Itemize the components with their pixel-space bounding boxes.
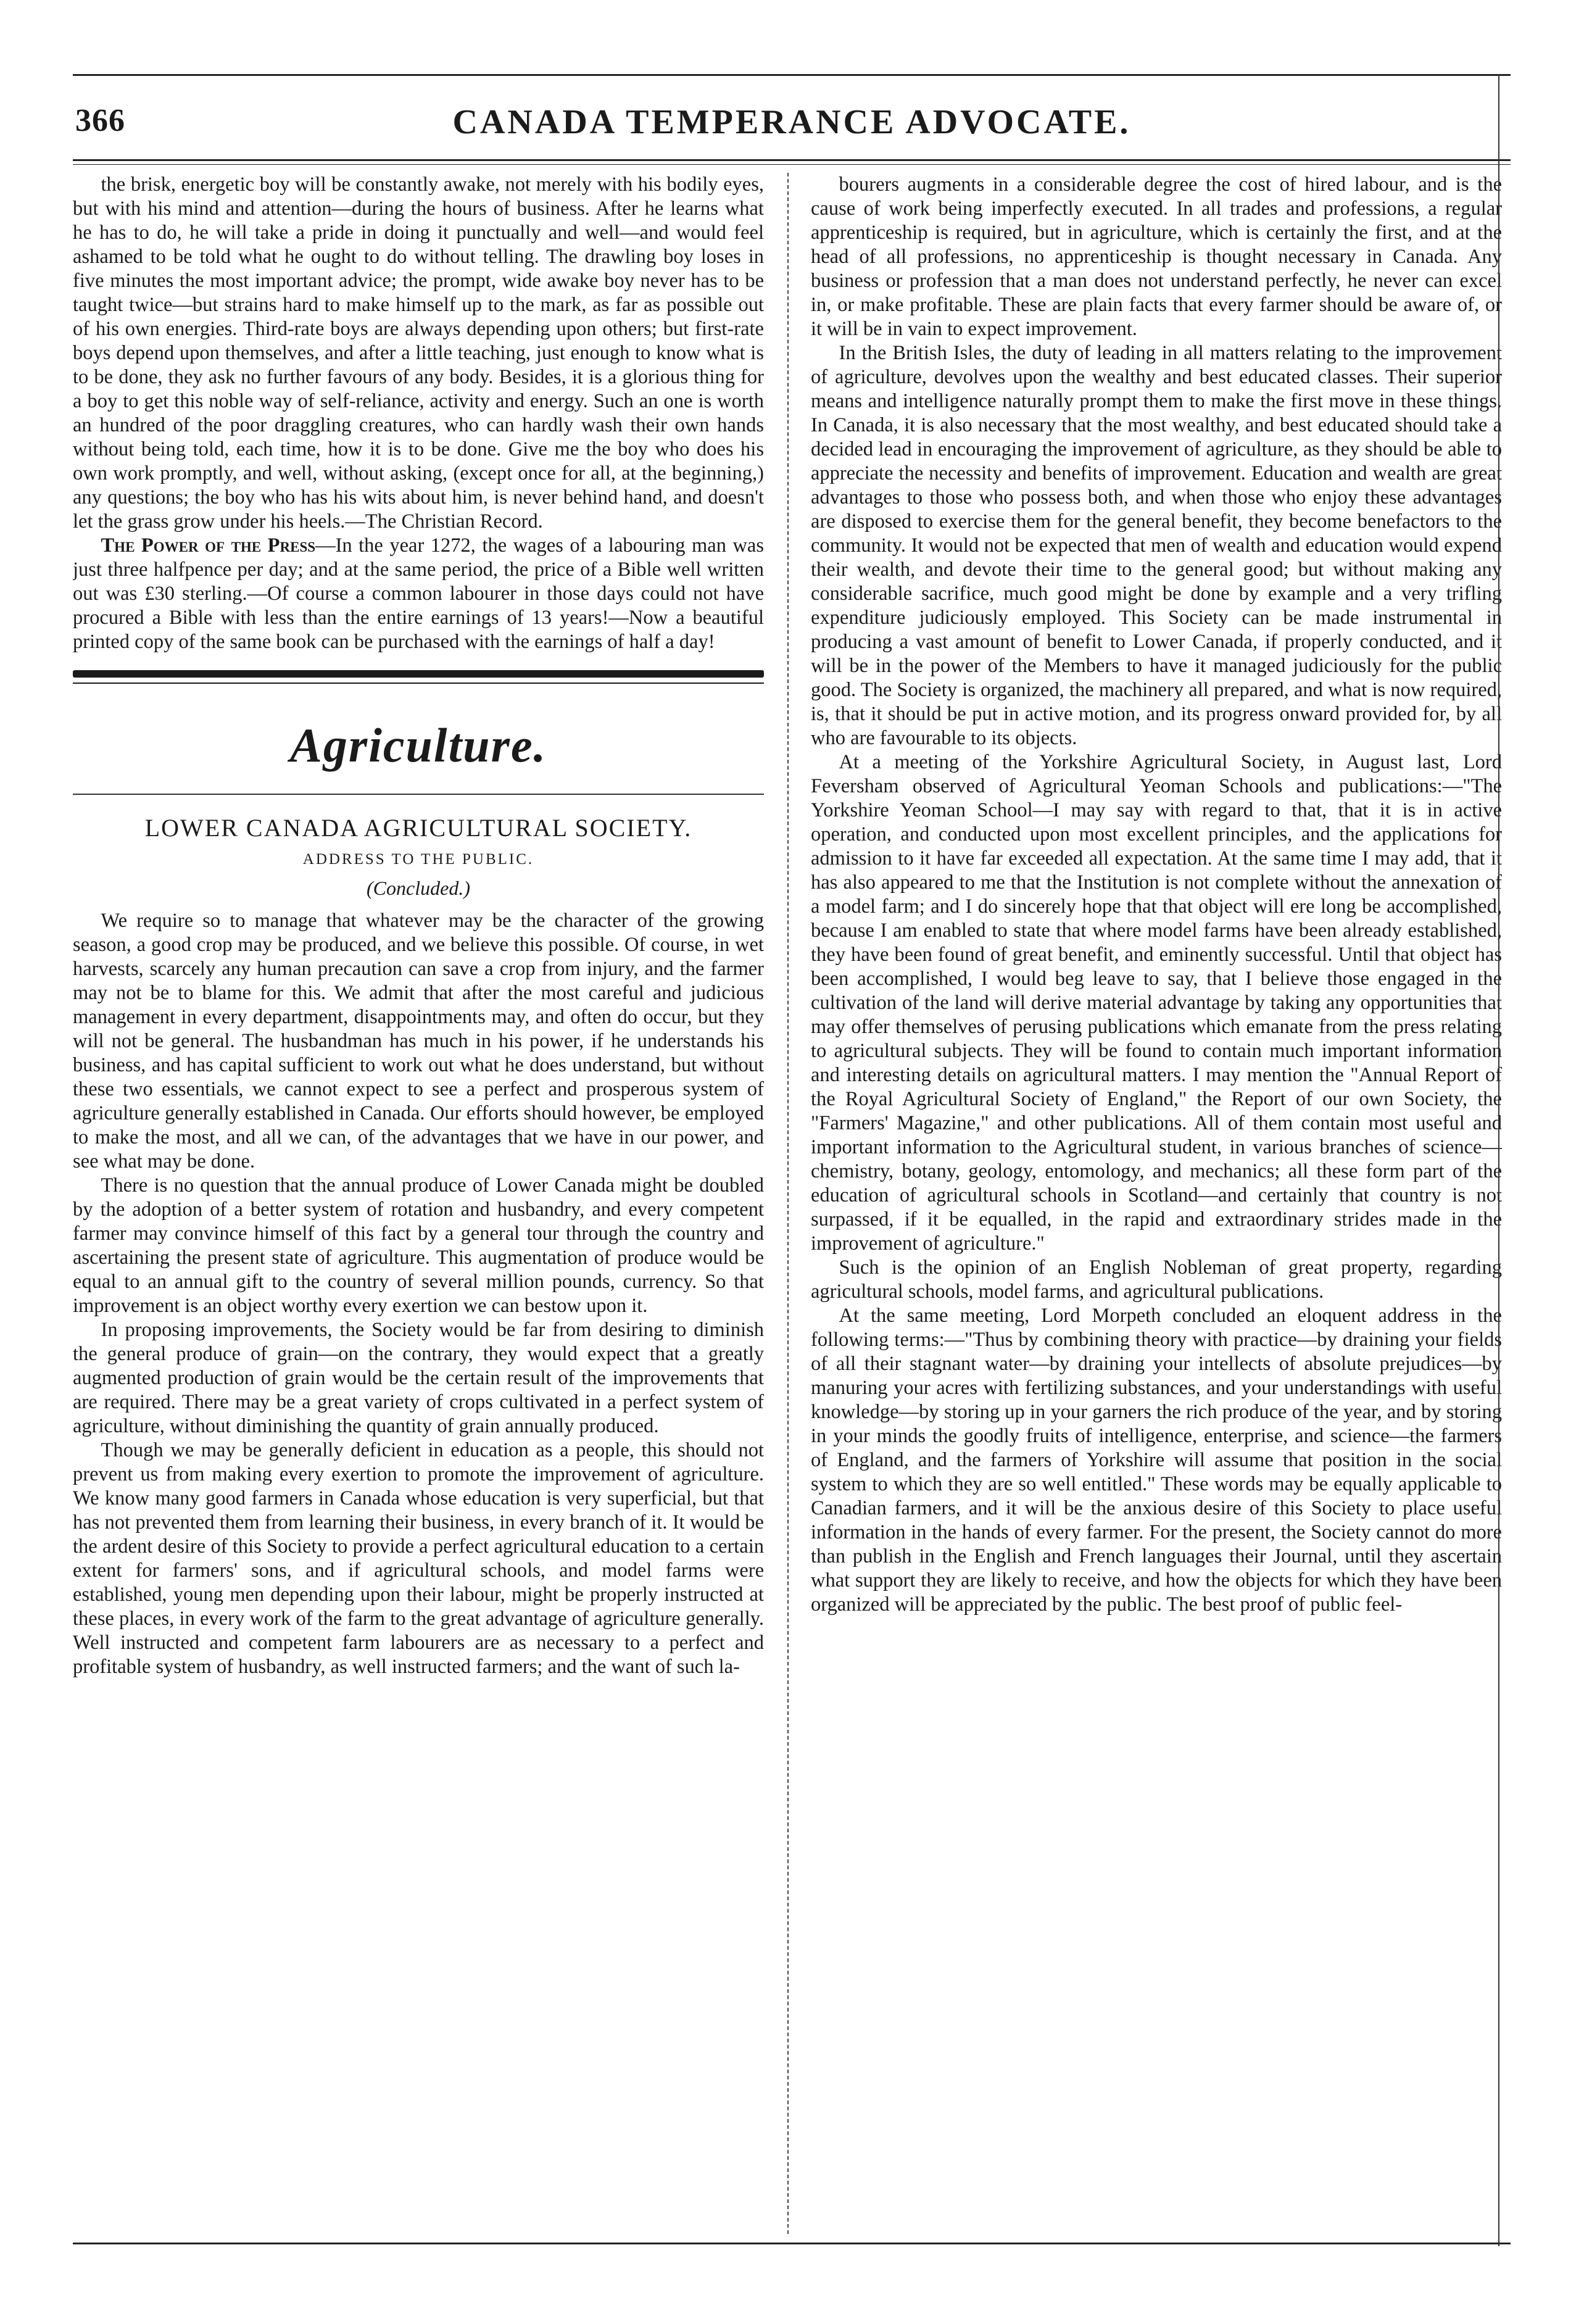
top-border [73, 74, 1511, 76]
running-head [73, 102, 1511, 152]
article-paragraph: In the British Isles, the duty of leading in all matters relating to the improvement of agriculture, devolves upon the wealthy and best educated classes. Their superior means and intelligence naturally prompt them to make the first move in these things. In Canada, it is also necessary that the most wealthy, and best educated should take a decided lead in encouraging the improvement of agriculture, as they should be able to appreciate the necessity and benefits of improvement. Education and wealth are great advantages to those who possess both, and when those who enjoy these advantages are disposed to exercise them for the general benefit, they become benefactors to the community. It would not be expected that men of wealth and education would expend their wealth, and devote their time to the general good; but without making any considerable sacrifice, much good might be done by example and a very trifling expenditure judiciously employed. This Society can be made instrumental in producing a vast amount of benefit to Lower Canada, if properly conducted, and it will be in the power of the Members to have it managed judiciously for the public good. The Society is organized, the machinery all prepared, and what is now required, is, that it should be put in active motion, and its progress onward provided for, by all who are favourable to its objects. [811, 342, 1502, 749]
article-paragraph: bourers augments in a considerable degree the cost of hired labour, and is the cause of work being imperfectly executed. In all trades and professions, a regular apprenticeship is required, but in agriculture, which is certainly the first, and at the head of all professions, no apprenticeship is thought necessary in Canada. Any business or profession that a man does not understand perfectly, he never can excel in, or make profitable. These are plain facts that every farmer should be aware of, or it will be in vain to expect improvement. [811, 173, 1502, 340]
article-paragraph: There is no question that the annual produce of Lower Canada might be doubled by the adoption of a better system of rotation and husbandry, and every competent farmer may convince himself of this fact by a general tour through the country and ascertaining the present state of agriculture. This augmentation of produce would be equal to an annual gift to the country of several million pounds, currency. So that improvement is an object worthy every exertion we can bestow upon it. [73, 1174, 764, 1317]
section-thin-rule [73, 683, 764, 684]
article-paragraph: We require so to manage that whatever may be the character of the growing season, a good crop may be produced, and we believe this possible. Of course, in wet harvests, scarcely any human precaution can save a crop from injury, and the farmer may not be to blame for this. We admit that after the most careful and judicious management in every department, disappointments may, and often do occur, but they will not be general. The husbandman has much in his power, if he understands his business, and has capital sufficient to work out what he does understand, but without these two essentials, we cannot expect to see a perfect and prosperous system of agriculture generally established in Canada. Our efforts should however, be employed to make the most, and all we can, of the advantages that we have in our power, and see what may be done. [73, 910, 764, 1172]
header-rule [73, 159, 1511, 165]
article-paragraph: At the same meeting, Lord Morpeth concluded an eloquent address in the following terms:—"Thus by combining theory with practice—by draining your fields of all their stagnant water—by draining your intellects of absolute prejudices—by manuring your acres with fertilizing substances, and your understandings with useful knowledge—by storing up in your garners the rich produce of the year, and by storing in your minds the goodly fruits of intelligence, enterprise, and science—the farmers of England, and the farmers of Yorkshire will assume that position in the social system to which they are so well entitled." These words may be equally applicable to Canadian farmers, and it will be the anxious desire of this Society to place useful information in the hands of every farmer. For the present, the Society cannot do more than publish in the English and French languages their Journal, until they ascertain what support they are likely to receive, and how the objects for which they have been organized will be appreciated by the public. The best proof of public feel- [811, 1305, 1502, 1616]
article-note: (Concluded.) [367, 877, 470, 899]
bottom-border [73, 2243, 1511, 2244]
article-subtitle: ADDRESS TO THE PUBLIC. [302, 851, 534, 868]
article-paragraph: At a meeting of the Yorkshire Agricultural Society, in August last, Lord Feversham observed of Agricultural Yeoman Schools and publications:—"The Yorkshire Yeoman School—I may say with regard to that, that it is in active operation, and conducted upon most excellent principles, and the applications for admission to it have far exceeded all expectation. At the same time I may add, that it has also appeared to me that the Institution is not complete without the annexation of a model farm; and I do sincerely hope that that object will ere long be accomplished, because I am enabled to state that where model farms have been already established, they have been found of great benefit, and eminently successful. Until that object has been accomplished, I would beg leave to say, that I believe those engaged in the cultivation of the land will derive material advantage by taking any opportunities that may offer themselves of perusing publications which emanate from the press relating to agricultural subjects. They will be found to contain much important information and interesting details on agricultural matters. I may mention the "Annual Report of the Royal Agricultural Society of England," the Report of our own Society, the "Farmers' Magazine," and other publications. All of them contain most useful and important information to the Agricultural student, in various branches of science—chemistry, botany, geology, entomology, and mechanics; all these form part of the education of agricultural schools in Scotland—and certainly that country is not surpassed, if it be equalled, in the rapid and extraordinary strides made in the improvement of agriculture." [811, 751, 1502, 1255]
power-of-press-text: —In the year 1272, the wages of a labouring man was just three halfpence per day; and at the same period, the price of a Bible well written out was £30 sterling.—Of course a common labourer in those days could not have procured a Bible with less than the entire earnings of 13 years!—Now a beautiful printed copy of the same book can be purchased with the earnings of half a day! [73, 534, 764, 653]
right-column [811, 173, 1502, 2234]
article-title: LOWER CANADA AGRICULTURAL SOCIETY. [144, 814, 692, 842]
power-of-press-paragraph [73, 534, 764, 654]
boy-article-paragraph: the brisk, energetic boy will be constantly awake, not merely with his bodily eyes, but with his mind and attention—during the hours of business. After he learns what he has to do, he will take a pride in doing it punctually and well—and would feel ashamed to be told what he ought to do without telling. The drawling boy loses in five minutes the most important advice; the prompt, wide awake boy never has to be taught twice—but strains hard to make himself up to the mark, as far as possible out of his own energies. Third-rate boys are always depending upon others; but first-rate boys depend upon themselves, and after a little teaching, just enough to know what is to be done, they ask no further favours of any body. Besides, it is a glorious thing for a boy to get this noble way of self-reliance, activity and energy. Such an one is worth an hundred of the poor draggling creatures, who can hardly wash their own hands without being told, each time, how it is to be done. Give me the boy who does his own work promptly, and well, without asking, (except once for all, at the beginning,) any questions; the boy who has his wits about him, is never behind hand, and doesn't let the grass grow under his heels.—The Christian Record. [73, 173, 764, 533]
publication-title: CANADA TEMPERANCE ADVOCATE. [452, 103, 1131, 141]
left-column [73, 173, 764, 2234]
article-paragraph: In proposing improvements, the Society would be far from desiring to diminish the general produce of grain—on the contrary, they would expect that a greatly augmented production of grain would be the certain result of the improvements that are required. There may be a great variety of crops cultivated in a perfect system of agriculture, without diminishing the quantity of grain annually produced. [73, 1319, 764, 1437]
article-paragraph: Though we may be generally deficient in education as a people, this should not prevent us from making every exertion to promote the improvement of agriculture. We know many good farmers in Canada whose education is very superficial, but that has not prevented them from learning their business, in every branch of it. It would be the ardent desire of this Society to provide a perfect agricultural education to a certain extent for farmers' sons, and if agricultural schools, and model farms were established, young men depending upon their labour, might be properly instructed at these places, in every work of the farm to the great advantage of agriculture generally. Well instructed and competent farm labourers are as necessary to a perfect and profitable system of husbandry, as well instructed farmers; and the want of such la- [73, 1439, 764, 1678]
section-heavy-rule [73, 670, 764, 678]
section-separator [73, 794, 764, 795]
article-paragraph: Such is the opinion of an English Nobleman of great property, regarding agricultural schools, model farms, and agricultural publications. [811, 1256, 1502, 1303]
page-number: 366 [75, 103, 125, 138]
right-border [1498, 74, 1499, 2246]
power-of-press-lead: The Power of the Press [101, 534, 316, 557]
newspaper-page [73, 74, 1511, 2246]
section-title-agriculture: Agriculture. [289, 718, 547, 772]
column-divider [787, 173, 789, 2234]
